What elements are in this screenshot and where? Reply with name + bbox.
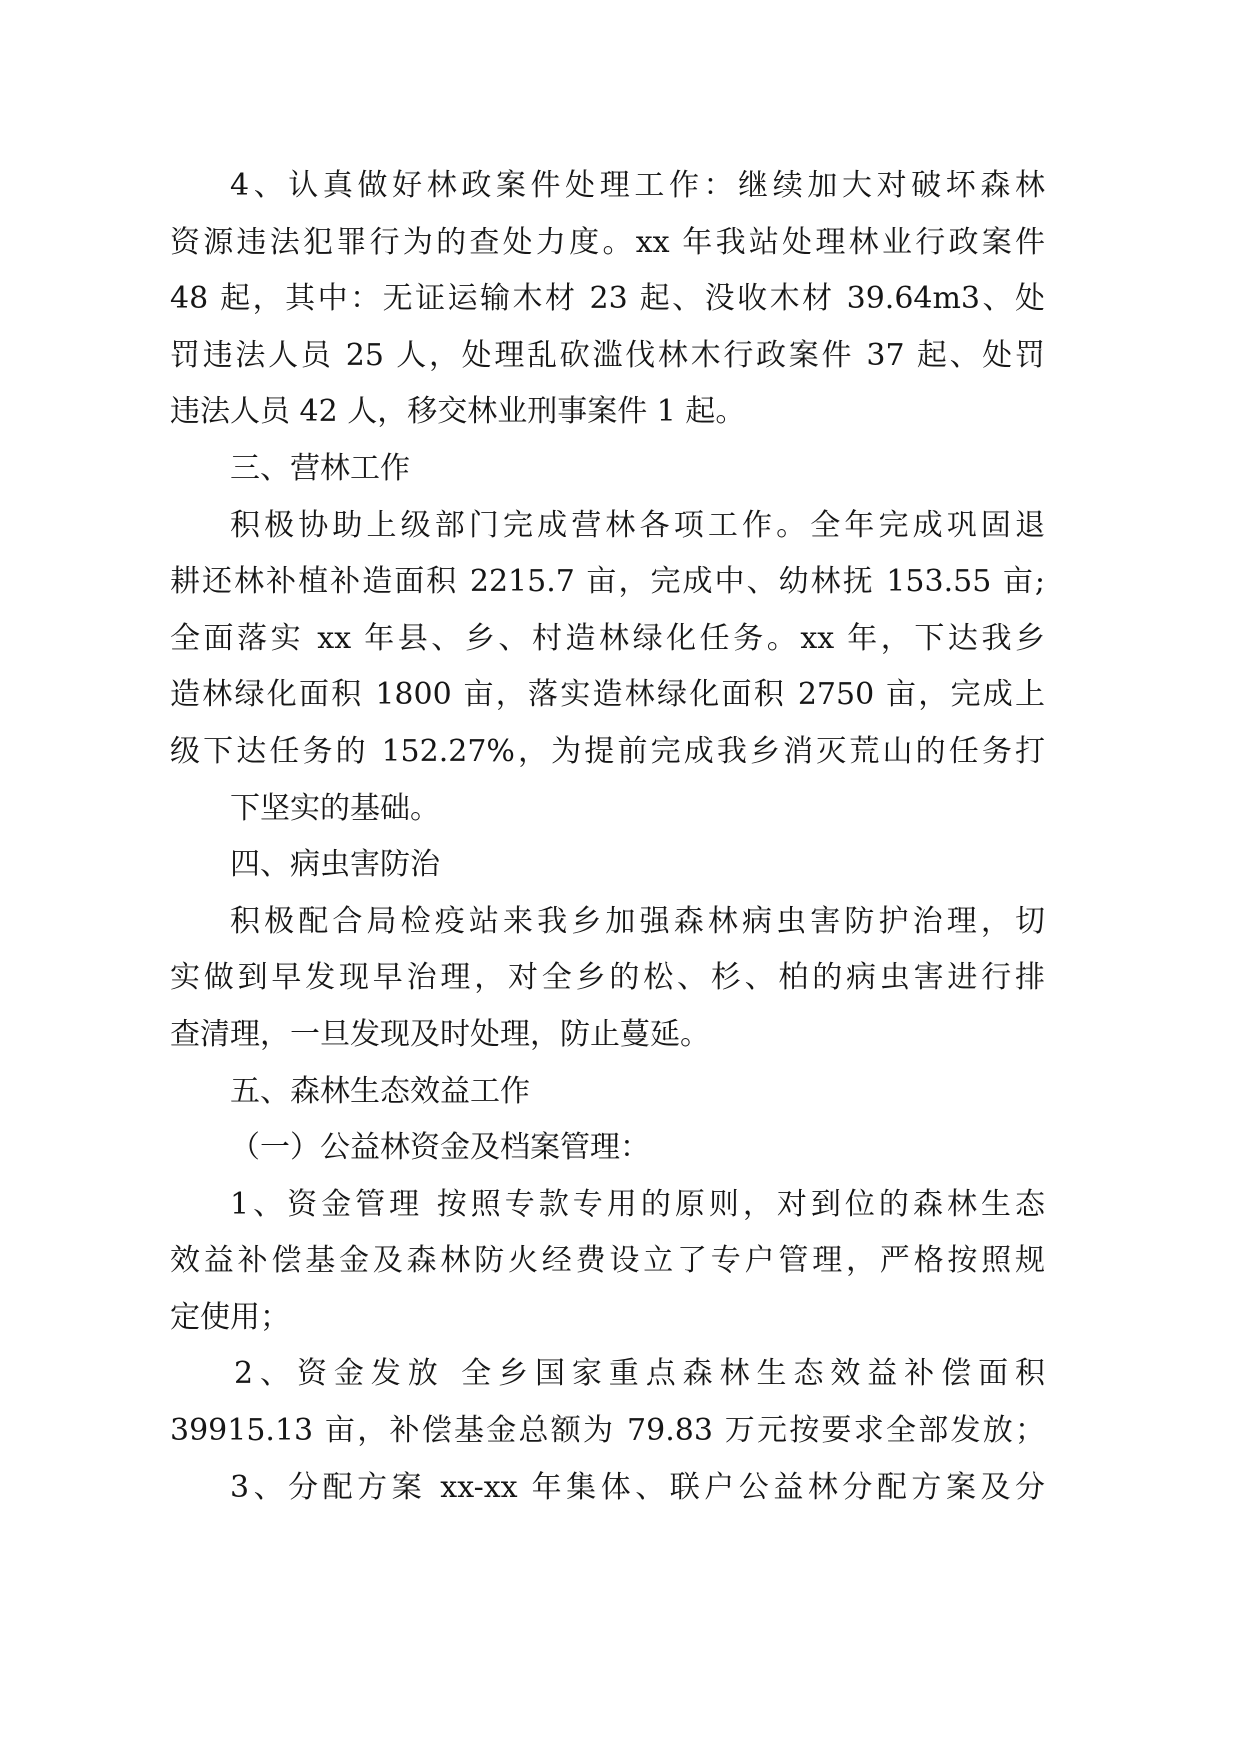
text-line: 实做到早发现早治理，对全乡的松、杉、柏的病虫害进行排 (170, 960, 1045, 996)
text-line: 积极配合局检疫站来我乡加强森林病虫害防护治理，切 (230, 903, 1045, 939)
text-line: 2、资金发放 全乡国家重点森林生态效益补偿面积 (234, 1356, 1045, 1392)
text-line: 查清理，一旦发现及时处理，防止蔓延。 (170, 1016, 710, 1052)
text-line: 下坚实的基础。 (230, 790, 440, 826)
text-line: 罚违法人员 25 人，处理乱砍滥伐林木行政案件 37 起、处罚 (170, 337, 1045, 373)
document-body (170, 158, 1045, 1516)
subsection-heading: （一）公益林资金及档案管理： (230, 1130, 650, 1166)
text-line: 造林绿化面积 1800 亩，落实造林绿化面积 2750 亩，完成上 (170, 677, 1045, 713)
text-line: 级下达任务的 152.27%，为提前完成我乡消灭荒山的任务打 (170, 733, 1045, 769)
text-line: 4、认真做好林政案件处理工作：继续加大对破坏森林 (230, 168, 1045, 203)
text-line: 1、资金管理 按照专款专用的原则，对到位的森林生态 (230, 1186, 1045, 1222)
text-line: 资源违法犯罪行为的查处力度。xx 年我站处理林业行政案件 (170, 224, 1045, 260)
text-line: 39915.13 亩，补偿基金总额为 79.83 万元按要求全部发放； (170, 1413, 1045, 1449)
section-heading: 五、森林生态效益工作 (230, 1073, 530, 1109)
text-line: 定使用； (170, 1299, 290, 1335)
text-line: 耕还林补植补造面积 2215.7 亩，完成中、幼林抚 153.55 亩; (170, 564, 1045, 600)
section-heading: 四、病虫害防治 (230, 847, 440, 883)
text-line: 48 起，其中：无证运输木材 23 起、没收木材 39.64m3、处 (170, 281, 1045, 317)
text-line: 3、分配方案 xx-xx 年集体、联户公益林分配方案及分 (230, 1469, 1045, 1505)
text-line: 全面落实 xx 年县、乡、村造林绿化任务。xx 年，下达我乡 (170, 620, 1045, 656)
text-line: 效益补偿基金及森林防火经费设立了专户管理，严格按照规 (170, 1243, 1045, 1279)
text-line: 违法人员 42 人，移交林业刑事案件 1 起。 (170, 394, 746, 430)
text-line: 积极协助上级部门完成营林各项工作。全年完成巩固退 (230, 507, 1045, 543)
section-heading: 三、营林工作 (230, 450, 410, 486)
